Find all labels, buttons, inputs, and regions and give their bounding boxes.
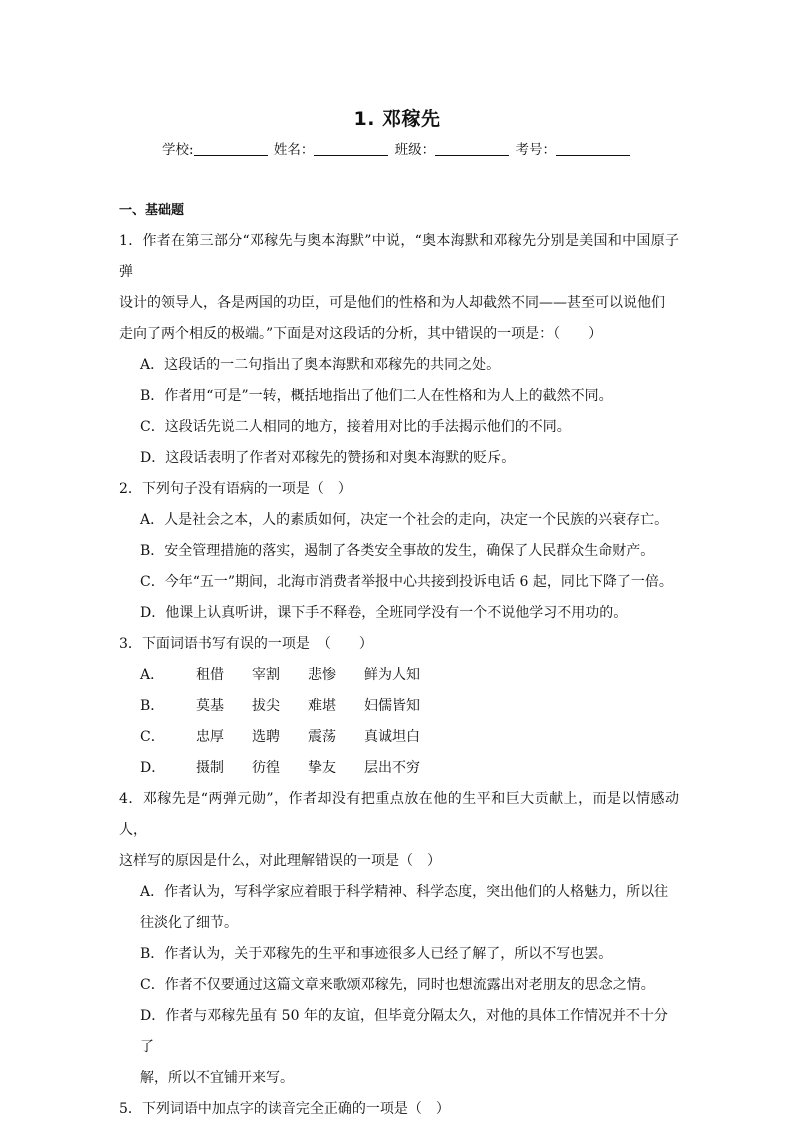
class-blank[interactable] (435, 141, 509, 156)
option-b: B．作者用“可是”一转，概括地指出了他们二人在性格和为人上的截然不同。 (140, 388, 613, 404)
option-d: D．作者与邓稼先虽有 50 年的友谊，但毕竟分隔太久，对他的具体工作情况并不十分了 (140, 1008, 668, 1055)
option-c: C．今年“五一”期间，北海市消费者举报中心共接到投诉电话 6 起，同比下降了一倍。 (140, 574, 673, 590)
option-a: A．作者认为，写科学家应着眼于科学精神、科学态度，突出他们的人格魅力，所以往 (140, 884, 669, 900)
word: 摄制 (196, 760, 224, 776)
class-label: 班级： (394, 142, 436, 158)
option-a-continued: 往淡化了细节。 (140, 915, 238, 931)
word: 悲惨 (308, 667, 336, 683)
option-letter: D． (140, 760, 166, 776)
word: 挚友 (308, 760, 336, 776)
question-stem-line: 3．下面词语书写有误的一项是 （ ） (119, 636, 373, 652)
question-5 (119, 1094, 679, 1125)
word: 选聘 (252, 729, 280, 745)
word: 彷徨 (252, 760, 280, 776)
word: 妇儒皆知 (364, 698, 420, 714)
section-heading: 一、基础题 (119, 203, 185, 218)
option-d: D．他课上认真听讲，课下手不释卷，全班同学没有一个不说他学习不用功的。 (140, 605, 628, 621)
question-2 (119, 474, 679, 629)
school-blank[interactable] (194, 141, 268, 156)
option-a (119, 660, 679, 691)
question-area (119, 200, 679, 1125)
option-d-continued: 解，所以不宜铺开来写。 (140, 1070, 294, 1086)
exam-number-blank[interactable] (556, 141, 630, 156)
option-b (119, 691, 679, 722)
option-a: A．人是社会之本，人的素质如何，决定一个社会的走向，决定一个民族的兴衰存亡。 (140, 512, 669, 528)
page-title: 1. 邓稼先 (353, 108, 441, 130)
word: 震荡 (308, 729, 336, 745)
question-stem-line: 2．下列句子没有语病的一项是（ ） (119, 481, 352, 497)
option-c (119, 722, 679, 753)
word: 忠厚 (196, 729, 224, 745)
exam-number-label: 考号： (515, 142, 556, 158)
question-stem-line: 设计的领导人，各是两国的功臣，可是他们的性格和为人却截然不同——甚至可以说他们 (119, 295, 665, 311)
word: 租借 (196, 667, 224, 683)
word: 莫基 (196, 698, 224, 714)
option-c: C．这段话先说二人相同的地方，接着用对比的手法揭示他们的不同。 (140, 419, 571, 435)
question-stem-line: 走向了两个相反的极端。”下面是对这段话的分析，其中错误的一项是：（ ） (119, 326, 603, 342)
student-info-row (0, 138, 794, 158)
option-a: A．这段话的一二句指出了奥本海默和邓稼先的共同之处。 (140, 357, 501, 373)
name-blank[interactable] (314, 141, 388, 156)
option-d (119, 753, 679, 784)
question-stem-line: 1．作者在第三部分“邓稼先与奥本海默”中说，“奥本海默和邓稼先分别是美国和中国原子弹 (119, 233, 679, 280)
word: 拔尖 (252, 698, 280, 714)
word: 层出不穷 (364, 760, 420, 776)
option-b: B．安全管理措施的落实，遏制了各类安全事故的发生，确保了人民群众生命财产。 (140, 543, 655, 559)
option-c: C．作者不仅要通过这篇文章来歌颂邓稼先，同时也想流露出对老朋友的思念之情。 (140, 977, 655, 993)
word: 宰割 (252, 667, 280, 683)
option-b: B．作者认为，关于邓稼先的生平和事迹很多人已经了解了，所以不写也罢。 (140, 946, 613, 962)
word: 鲜为人知 (364, 667, 420, 683)
word: 难堪 (308, 698, 336, 714)
name-label: 姓名： (273, 142, 315, 158)
question-stem-line: 4．邓稼先是“两弹元勋”，作者却没有把重点放在他的生平和巨大贡献上，而是以情感动人， (119, 791, 679, 838)
question-3 (119, 629, 679, 784)
option-letter: C． (140, 729, 165, 745)
option-d: D．这段话表明了作者对邓稼先的赞扬和对奥本海默的贬斥。 (140, 450, 516, 466)
question-4 (119, 784, 679, 1094)
question-1 (119, 226, 679, 474)
question-stem-line: 这样写的原因是什么，对此理解错误的一项是（ ） (119, 853, 441, 869)
word: 真诚坦白 (364, 729, 420, 745)
option-letter: B． (140, 698, 165, 714)
school-label: 学校: (162, 142, 194, 158)
question-stem-line: 5．下列词语中加点字的读音完全正确的一项是（ ） (119, 1101, 450, 1117)
option-letter: A． (140, 667, 165, 683)
